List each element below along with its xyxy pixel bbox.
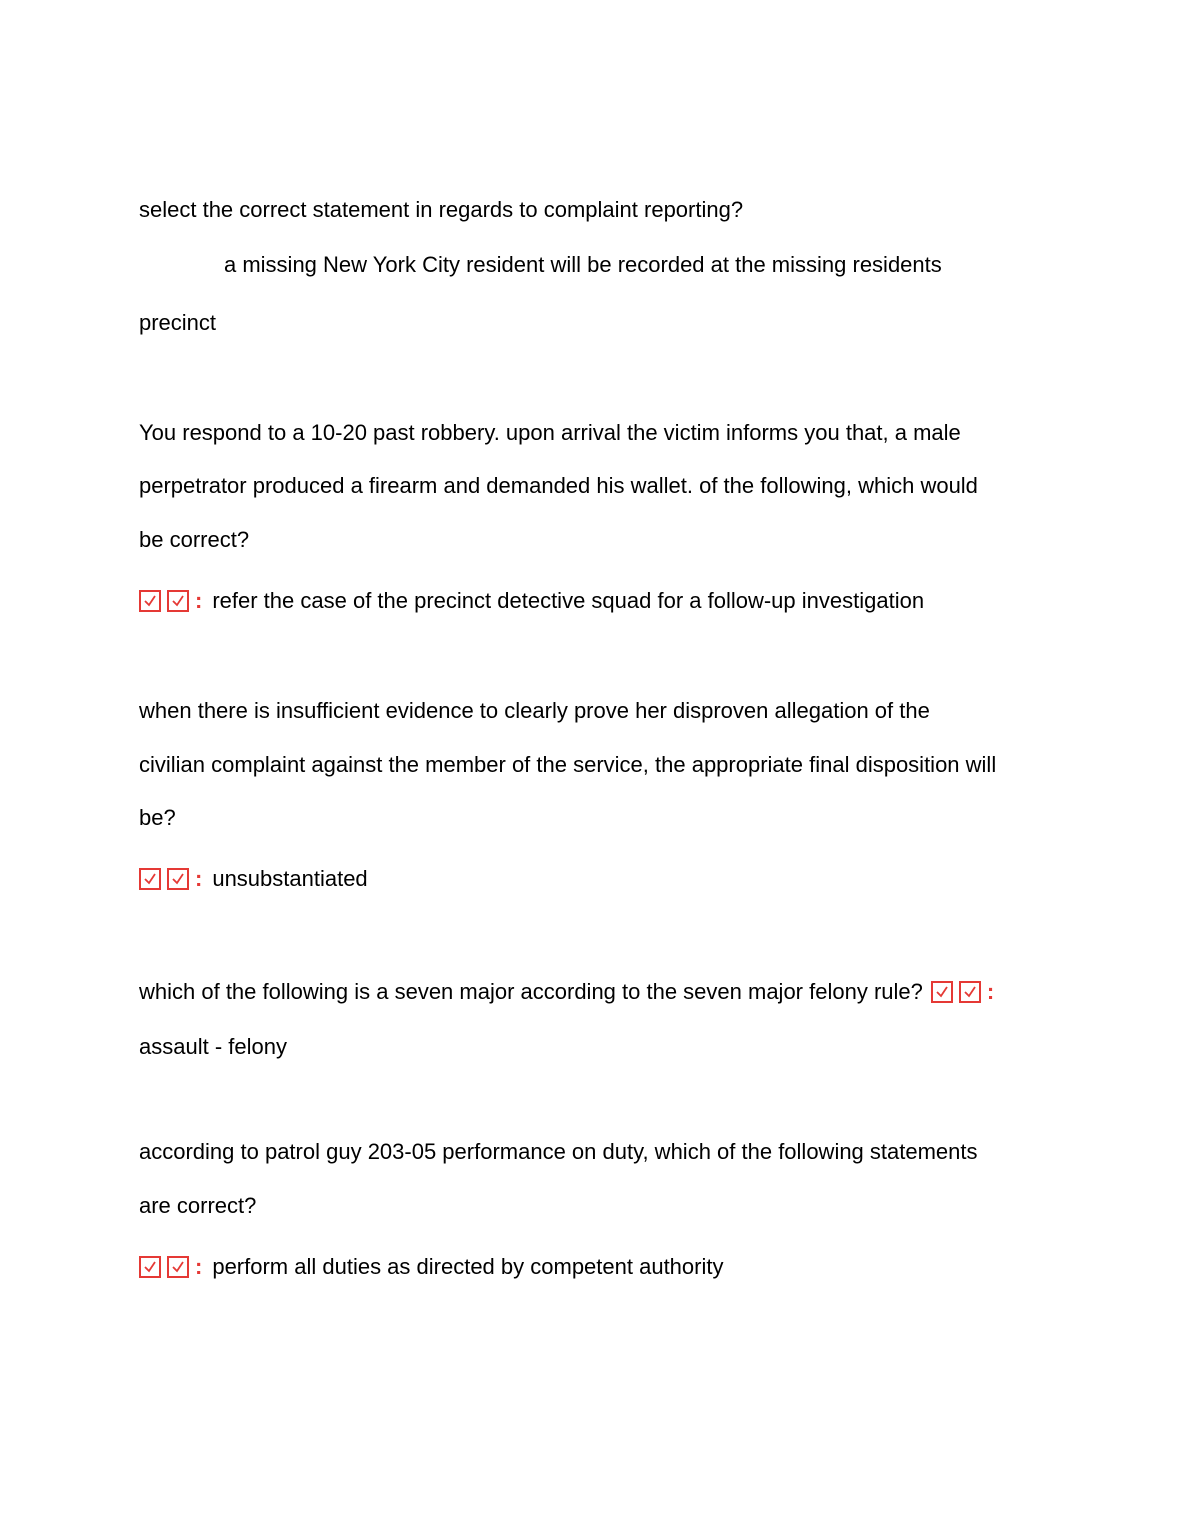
checkbox-check-icon (931, 981, 953, 1003)
question-5-answer-row (139, 1254, 723, 1282)
question-1-line-1: select the correct statement in regards to complaint reporting? (139, 197, 744, 222)
answer-marker (139, 1255, 202, 1282)
question-2-line-3: be correct? (139, 527, 250, 552)
question-3-line-1: when there is insufficient evidence to clearly prove her disproven allegation of the (139, 698, 930, 723)
question-3-answer: unsubstantiated (212, 866, 368, 891)
checkbox-check-icon (139, 590, 161, 612)
question-5-line-1: according to patrol guy 203-05 performance on duty, which of the following statements (139, 1139, 978, 1164)
checkbox-check-icon (167, 868, 189, 890)
checkbox-check-icon (959, 981, 981, 1003)
question-2-answer: refer the case of the precinct detective squad for a follow-up investigation (212, 588, 925, 613)
question-2-line-2: perpetrator produced a firearm and demanded his wallet. of the following, which would (139, 473, 978, 498)
question-4-answer: assault - felony (139, 1034, 287, 1059)
question-5-answer: perform all duties as directed by competent authority (212, 1254, 724, 1279)
question-3-line-3: be? (139, 805, 176, 830)
checkbox-check-icon (167, 1256, 189, 1278)
answer-marker (139, 867, 202, 894)
checkbox-check-icon (139, 1256, 161, 1278)
checkbox-check-icon (167, 590, 189, 612)
question-2-line-1: You respond to a 10-20 past robbery. upon arrival the victim informs you that, a male (139, 420, 961, 445)
checkbox-check-icon (139, 868, 161, 890)
question-1-answer-line-2: precinct (139, 310, 217, 335)
question-3-line-2: civilian complaint against the member of the service, the appropriate final disposition will (139, 752, 997, 777)
answer-separator: : (195, 587, 203, 613)
answer-marker (931, 980, 994, 1007)
question-1-answer-line-1: a missing New York City resident will be recorded at the missing residents (224, 252, 942, 277)
question-2-answer-row (139, 588, 924, 616)
question-5-line-2: are correct? (139, 1193, 257, 1218)
answer-separator: : (195, 865, 203, 891)
question-4-row (139, 979, 994, 1007)
answer-separator: : (195, 1253, 203, 1279)
question-3-answer-row (139, 866, 368, 894)
question-4-line-1: which of the following is a seven major according to the seven major felony rule? (139, 979, 923, 1004)
answer-marker (139, 589, 202, 616)
answer-separator: : (986, 978, 995, 1004)
